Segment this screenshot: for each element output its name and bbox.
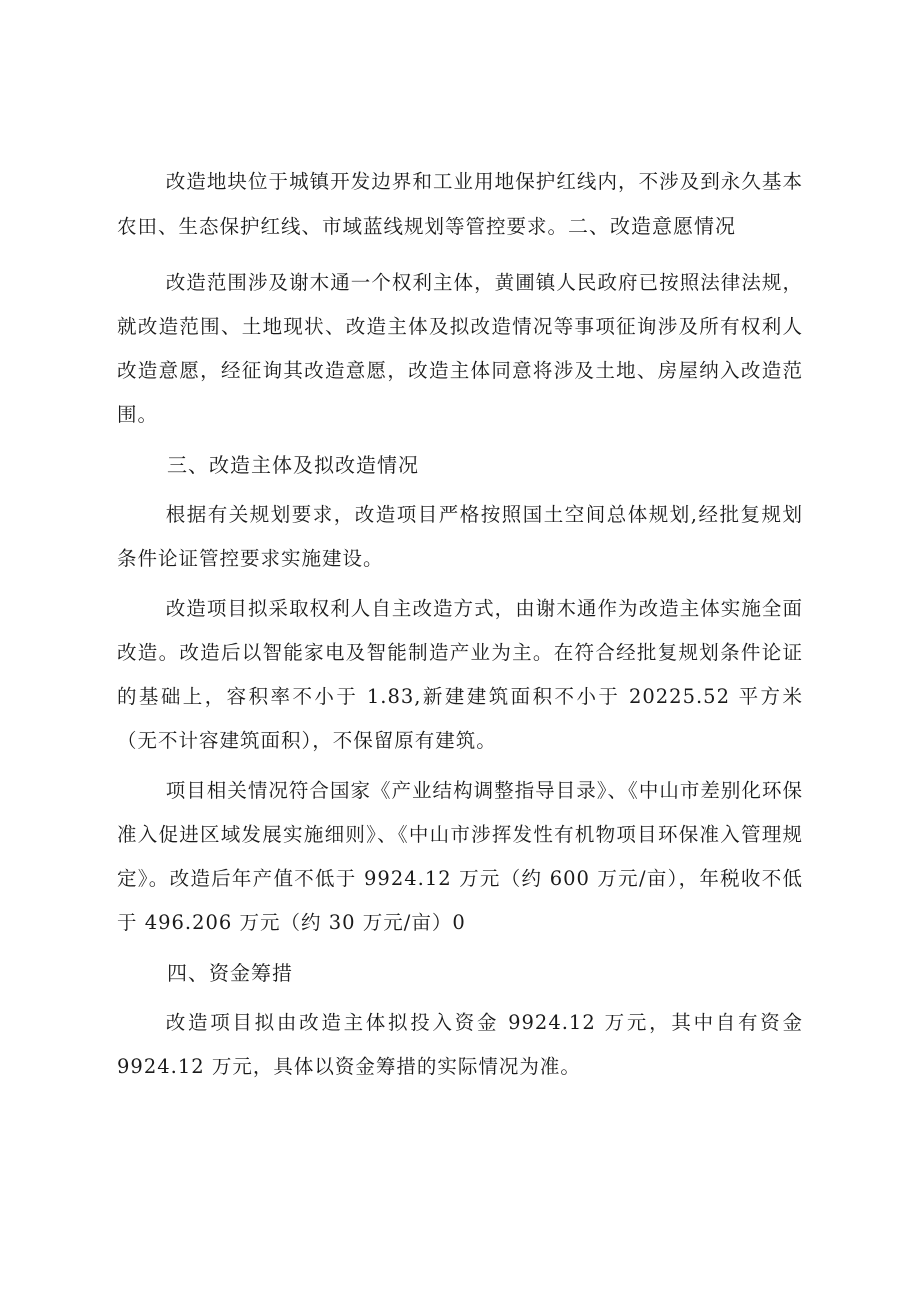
paragraph-planning-requirements: 根据有关规划要求，改造项目严格按照国土空间总体规划,经批复规划条件论证管控要求实施建设。 bbox=[117, 503, 803, 570]
heading-renovation-subject: 三、改造主体及拟改造情况 bbox=[167, 453, 419, 477]
document-body bbox=[117, 160, 803, 1089]
heading-renovation-willingness: 二、改造意愿情况 bbox=[568, 214, 737, 238]
paragraph-renovation-method: 改造项目拟采取权利人自主改造方式，由谢木通作为改造主体实施全面改造。改造后以智能家电及智能制造产业为主。在符合经批复规划条件论证的基础上，容积率不小于 1.83,新建建筑面积不小于 20225.52 平方米（无不计容建筑面积），不保留原有建筑。 bbox=[117, 597, 803, 752]
paragraph-land-location bbox=[117, 160, 803, 249]
heading-funding: 四、资金筹措 bbox=[167, 961, 293, 985]
paragraph-industry-compliance: 项目相关情况符合国家《产业结构调整指导目录》、《中山市差别化环保准入促进区域发展实施细则》、《中山市涉挥发性有机物项目环保准入管理规定》。改造后年产值不低于 9924.12 万元（约 600 万元/亩），年税收不低于 496.206 万元（约 30 万元/亩）0 bbox=[117, 779, 803, 934]
paragraph-funding: 改造项目拟由改造主体拟投入资金 9924.12 万元，其中自有资金 9924.12 万元，具体以资金筹措的实际情况为准。 bbox=[117, 1011, 803, 1078]
paragraph-renovation-willingness: 改造范围涉及谢木通一个权利主体，黄圃镇人民政府已按照法律法规，就改造范围、土地现状、改造主体及拟改造情况等事项征询涉及所有权利人改造意愿，经征询其改造意愿，改造主体同意将涉及土地、房屋纳入改造范围。 bbox=[117, 271, 803, 426]
paragraph-land-location-text: 改造地块位于城镇开发边界和工业用地保护红线内，不涉及到永久基本农田、生态保护红线、市域蓝线规划等管控要求。 bbox=[117, 170, 803, 238]
